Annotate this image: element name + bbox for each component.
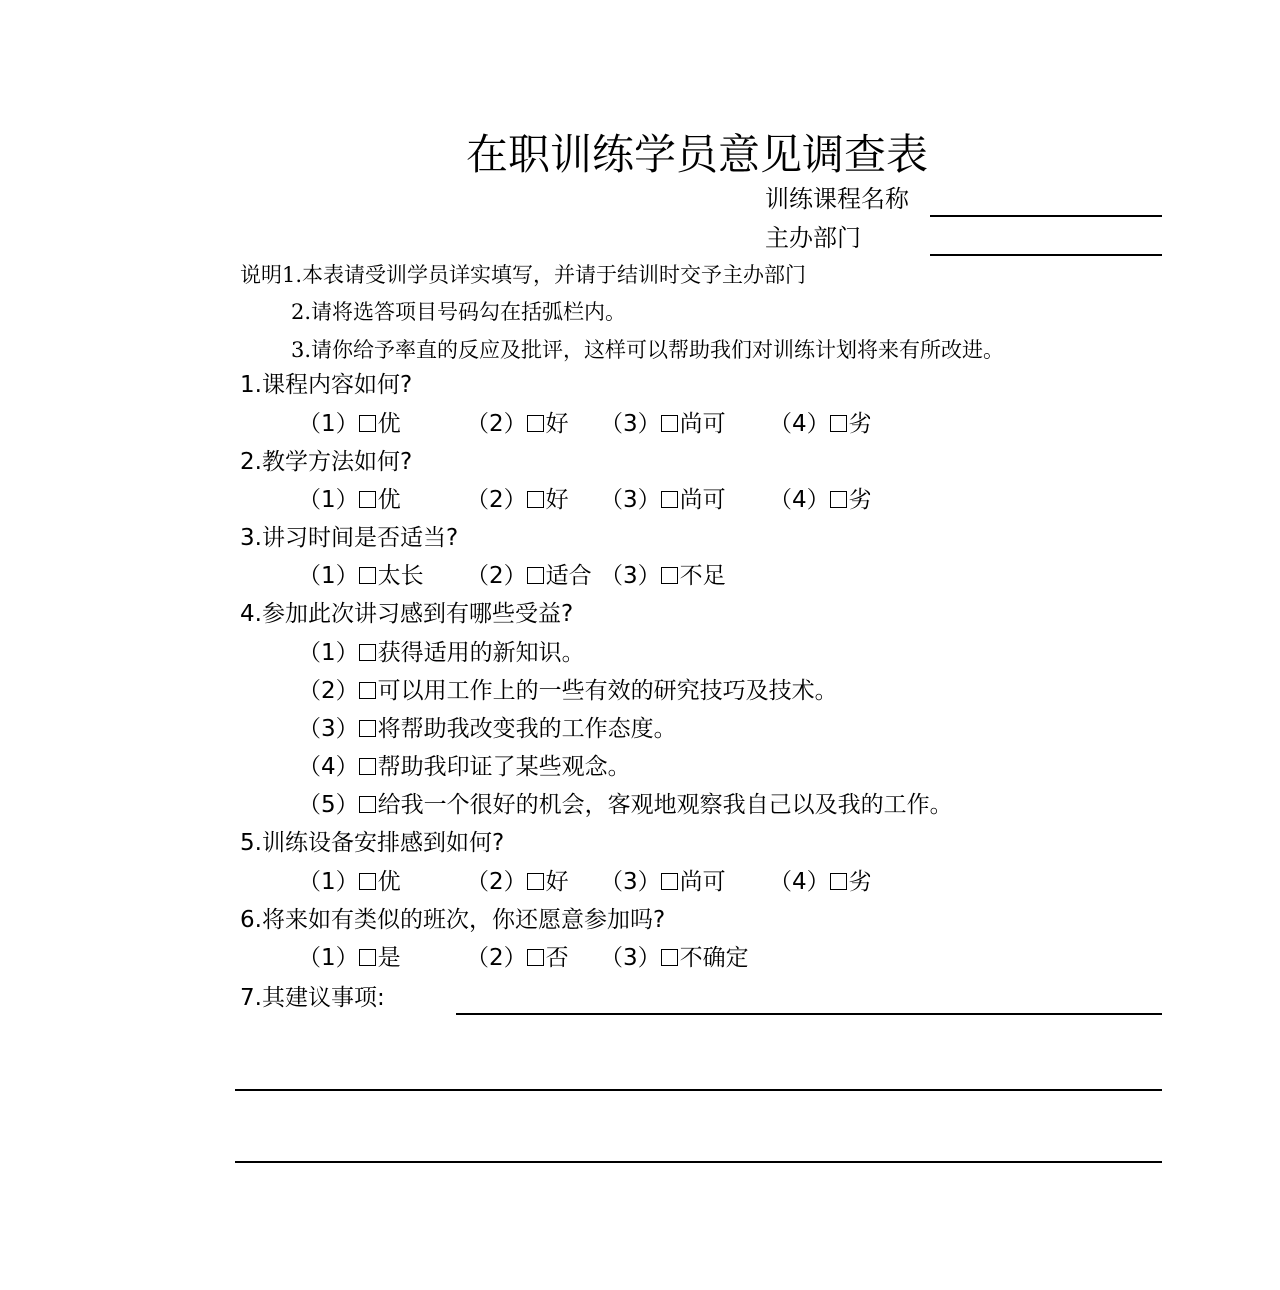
q3-option-2[interactable]: （2） 适合 <box>466 563 592 589</box>
checkbox[interactable] <box>661 415 678 432</box>
q1-option-4[interactable]: （4） 劣 <box>769 411 872 437</box>
checkbox[interactable] <box>527 949 544 966</box>
q4-option-4[interactable]: （4） 帮助我印证了某些观念。 <box>298 754 631 780</box>
checkbox[interactable] <box>830 873 847 890</box>
q4-option-1[interactable]: （1） 获得适用的新知识。 <box>298 640 585 666</box>
q3-option-3[interactable]: （3） 不足 <box>600 563 726 589</box>
checkbox[interactable] <box>661 873 678 890</box>
checkbox[interactable] <box>359 682 376 699</box>
checkbox[interactable] <box>359 720 376 737</box>
q4-option-3[interactable]: （3） 将帮助我改变我的工作态度。 <box>298 716 677 742</box>
question-7: 7.其建议事项: <box>240 985 385 1011</box>
suggestion-line-3[interactable] <box>235 1161 1162 1163</box>
checkbox[interactable] <box>830 415 847 432</box>
question-6: 6.将来如有类似的班次，你还愿意参加吗? <box>240 907 666 933</box>
question-1: 1.课程内容如何? <box>240 372 413 398</box>
course-name-field[interactable] <box>930 215 1162 217</box>
checkbox[interactable] <box>359 491 376 508</box>
q2-option-4[interactable]: （4） 劣 <box>769 487 872 513</box>
question-3: 3.讲习时间是否适当? <box>240 525 459 551</box>
q4-option-2[interactable]: （2） 可以用工作上的一些有效的研究技巧及技术。 <box>298 678 838 704</box>
q5-option-2[interactable]: （2） 好 <box>466 869 569 895</box>
checkbox[interactable] <box>359 949 376 966</box>
checkbox[interactable] <box>359 873 376 890</box>
question-2: 2.教学方法如何? <box>240 449 413 475</box>
checkbox[interactable] <box>359 644 376 661</box>
checkbox[interactable] <box>661 491 678 508</box>
checkbox[interactable] <box>527 873 544 890</box>
q4-option-5[interactable]: （5） 给我一个很好的机会，客观地观察我自己以及我的工作。 <box>298 792 953 818</box>
question-5: 5.训练设备安排感到如何? <box>240 830 505 856</box>
q1-option-1[interactable]: （1） 优 <box>298 411 401 437</box>
checkbox[interactable] <box>527 491 544 508</box>
note-1: 说明1.本表请受训学员详实填写，并请于结训时交予主办部门 <box>240 263 807 287</box>
note-2: 2.请将选答项目号码勾在括弧栏内。 <box>291 300 627 324</box>
checkbox[interactable] <box>359 567 376 584</box>
q2-option-1[interactable]: （1） 优 <box>298 487 401 513</box>
q2-option-2[interactable]: （2） 好 <box>466 487 569 513</box>
checkbox[interactable] <box>661 567 678 584</box>
page-title: 在职训练学员意见调查表 <box>466 130 929 179</box>
q2-option-3[interactable]: （3） 尚可 <box>600 487 726 513</box>
course-name-label: 训练课程名称 <box>765 185 909 213</box>
q3-option-1[interactable]: （1） 太长 <box>298 563 424 589</box>
q6-option-2[interactable]: （2） 否 <box>466 945 569 971</box>
suggestion-line-2[interactable] <box>235 1089 1162 1091</box>
checkbox[interactable] <box>359 796 376 813</box>
q1-option-3[interactable]: （3） 尚可 <box>600 411 726 437</box>
q5-option-4[interactable]: （4） 劣 <box>769 869 872 895</box>
question-4: 4.参加此次讲习感到有哪些受益? <box>240 601 574 627</box>
host-department-label: 主办部门 <box>765 224 861 252</box>
host-department-field[interactable] <box>930 254 1162 256</box>
q1-option-2[interactable]: （2） 好 <box>466 411 569 437</box>
q5-option-1[interactable]: （1） 优 <box>298 869 401 895</box>
q6-option-3[interactable]: （3） 不确定 <box>600 945 749 971</box>
q6-option-1[interactable]: （1） 是 <box>298 945 401 971</box>
checkbox[interactable] <box>527 415 544 432</box>
note-3: 3.请你给予率直的反应及批评，这样可以帮助我们对训练计划将来有所改进。 <box>291 338 1005 362</box>
checkbox[interactable] <box>830 491 847 508</box>
checkbox[interactable] <box>527 567 544 584</box>
q5-option-3[interactable]: （3） 尚可 <box>600 869 726 895</box>
checkbox[interactable] <box>661 949 678 966</box>
checkbox[interactable] <box>359 758 376 775</box>
checkbox[interactable] <box>359 415 376 432</box>
suggestion-line-1[interactable] <box>456 1013 1162 1015</box>
